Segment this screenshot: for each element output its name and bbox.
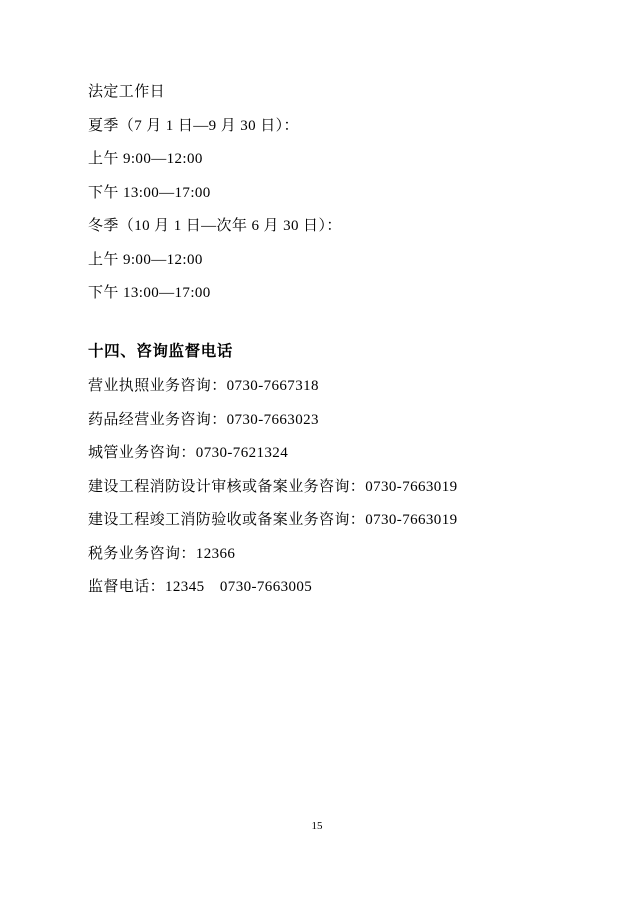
contact-section: [88, 335, 558, 605]
page-number: 15: [311, 820, 323, 832]
winter-afternoon-line: 下午 13:00—17:00: [88, 285, 211, 301]
summer-morning-line: 上午 9:00—12:00: [88, 151, 203, 167]
contact-line-supervision: 监督电话：12345 0730-7663005: [88, 579, 313, 595]
working-hours-section: [88, 76, 558, 311]
contact-line-fire-design-review: 建设工程消防设计审核或备案业务咨询：0730-7663019: [88, 478, 458, 495]
winter-period-line: 冬季（10 月 1 日—次年 6 月 30 日）：: [88, 218, 342, 234]
working-hours-label: 法定工作日: [88, 84, 166, 100]
document-body: [88, 76, 558, 605]
contact-line-urban-management: 城管业务咨询：0730-7621324: [88, 445, 289, 461]
winter-morning-line: 上午 9:00—12:00: [88, 251, 203, 268]
contact-line-business-license: 营业执照业务咨询：0730-7667318: [88, 378, 319, 394]
summer-afternoon-line: 下午 13:00—17:00: [88, 184, 211, 201]
contact-section-heading: 十四、咨询监督电话: [88, 342, 233, 360]
contact-line-tax: 税务业务咨询：12366: [88, 545, 236, 562]
contact-line-fire-acceptance: 建设工程竣工消防验收或备案业务咨询：0730-7663019: [88, 512, 458, 528]
summer-period-line: 夏季（7 月 1 日—9 月 30 日）：: [88, 117, 299, 134]
contact-line-drug-business: 药品经营业务咨询：0730-7663023: [88, 411, 319, 428]
